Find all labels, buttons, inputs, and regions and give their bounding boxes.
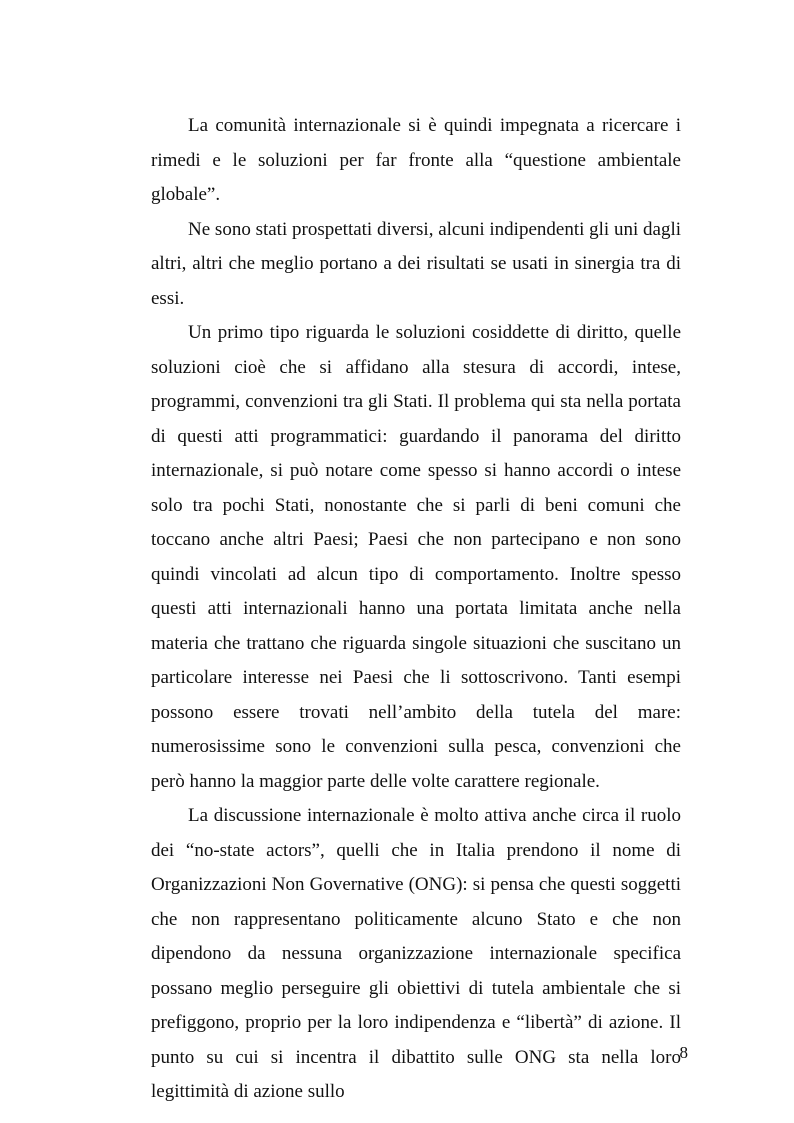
paragraph-1: La comunità internazionale si è quindi impegnata a ricercare i rimedi e le soluzioni per far fronte alla “questione ambientale globale”. [151,115,681,205]
paragraph-2: Ne sono stati prospettati diversi, alcuni indipendenti gli uni dagli altri, altri che meglio portano a dei risultati se usati in sinergia tra di essi. [151,218,681,309]
paragraph-4: La discussione internazionale è molto attiva anche circa il ruolo dei “no-state actors”, quelli che in Italia prendono il nome di Organizzazioni Non Governative (ONG): si pensa che questi soggetti che non rappresentano politicamente alcuno Stato e che non dipendono da nessuna organizzazione internazionale specifica possano meglio perseguire gli obiettivi di tutela ambientale che si prefiggono, proprio per la loro indipendenza e “libertà” di azione. Il punto su cui si incentra il dibattito sulle ONG sta nella loro legittimità di azione sullo [151,805,681,1102]
paragraph-3: Un primo tipo riguarda le soluzioni cosiddette di diritto, quelle soluzioni cioè che si affidano alla stesura di accordi, intese, programmi, convenzioni tra gli Stati. Il problema qui sta nella portata di questi atti programmatici: guardando il panorama del diritto internazionale, si può notare come spesso si hanno accordi o intese solo tra pochi Stati, nonostante che si parli di beni comuni che toccano anche altri Paesi; Paesi che non partecipano e non sono quindi vincolati ad alcun tipo di comportamento. Inoltre spesso questi atti internazionali hanno una portata limitata anche nella materia che trattano che riguarda singole situazioni che suscitano un particolare interesse nei Paesi che li sottoscrivono. Tanti esempi possono essere trovati nell’ambito della tutela del mare: numerosissime sono le convenzioni sulla pesca, convenzioni che però hanno la maggior parte delle volte carattere regionale. [151,322,681,792]
page-number: 8 [679,1043,688,1062]
body-text [151,109,681,1110]
